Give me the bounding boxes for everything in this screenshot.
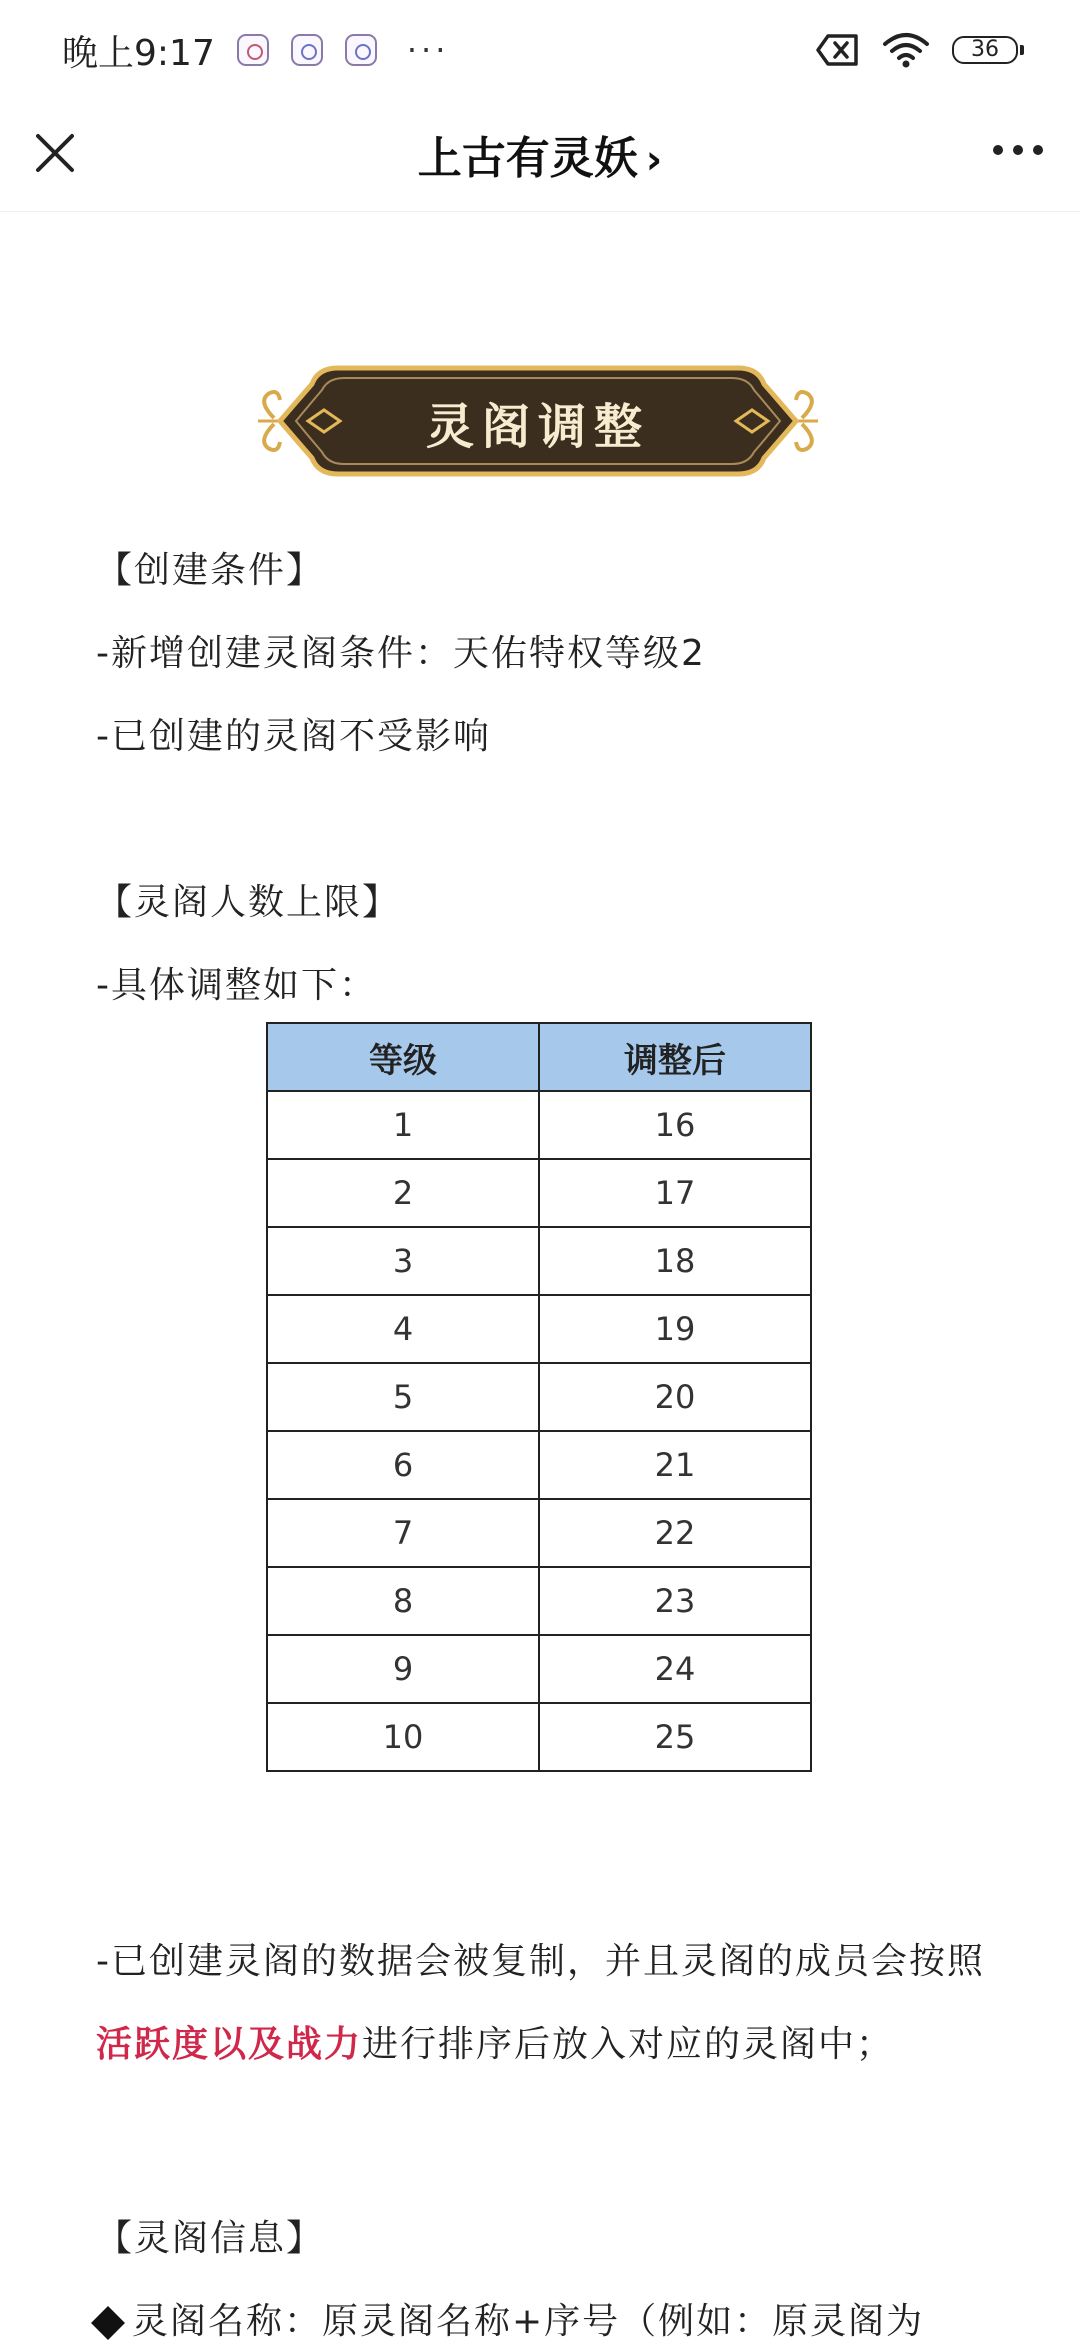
table-cell: 6 <box>267 1431 539 1499</box>
status-left <box>62 25 449 76</box>
table-row <box>267 1159 811 1227</box>
more-options-icon[interactable] <box>990 140 1046 160</box>
table-cell: 25 <box>539 1703 811 1771</box>
table-cell: 8 <box>267 1567 539 1635</box>
notification-app-icon <box>237 34 269 66</box>
table-cell: 1 <box>267 1091 539 1159</box>
table-cell: 18 <box>539 1227 811 1295</box>
table-cell: 4 <box>267 1295 539 1363</box>
table-row <box>267 1635 811 1703</box>
level-limit-table <box>266 1022 812 1772</box>
table-cell: 22 <box>539 1499 811 1567</box>
section-heading-member-limit: 【灵阁人数上限】 <box>96 882 401 923</box>
section-banner <box>248 358 828 484</box>
status-right <box>816 32 1018 68</box>
table-cell: 3 <box>267 1227 539 1295</box>
table-row <box>267 1363 811 1431</box>
title-bar <box>0 100 1080 212</box>
table-row <box>267 1499 811 1567</box>
banner-title: 灵阁调整 <box>425 399 650 455</box>
paragraph: -已创建的灵阁不受影响 <box>96 716 491 757</box>
status-bar <box>0 0 1080 100</box>
table-cell: 9 <box>267 1635 539 1703</box>
table-header-adjusted: 调整后 <box>539 1023 811 1091</box>
paragraph: -新增创建灵阁条件：天佑特权等级2 <box>96 633 706 674</box>
data-off-icon <box>816 33 860 67</box>
battery-icon: 36 <box>952 36 1018 64</box>
paragraph: -具体调整如下： <box>96 965 377 1006</box>
table-cell: 5 <box>267 1363 539 1431</box>
table-cell: 7 <box>267 1499 539 1567</box>
paragraph-text: 进行排序后放入对应的灵阁中； <box>362 2024 895 2065</box>
table-row <box>267 1227 811 1295</box>
table-cell: 10 <box>267 1703 539 1771</box>
paragraph <box>96 2293 924 2344</box>
table-row <box>267 1431 811 1499</box>
table-cell: 21 <box>539 1431 811 1499</box>
table-row <box>267 1295 811 1363</box>
more-notifications-icon: ··· <box>406 31 450 69</box>
table-cell: 19 <box>539 1295 811 1363</box>
table-cell: 23 <box>539 1567 811 1635</box>
page-title-text: 上古有灵妖 <box>417 133 638 184</box>
chevron-right-icon: › <box>645 137 663 183</box>
paragraph-text: -已创建灵阁的数据会被复制，并且灵阁的成员会按照 <box>96 1941 985 1982</box>
paragraph-text: 灵阁名称：原灵阁名称+序号（例如：原灵阁为 <box>132 2301 925 2342</box>
table-cell: 24 <box>539 1635 811 1703</box>
table-row <box>267 1703 811 1771</box>
highlight-text: 活跃度以及战力 <box>96 2024 363 2065</box>
status-time: 晚上9:17 <box>62 32 215 74</box>
diamond-bullet-icon <box>91 2306 125 2340</box>
table-cell: 17 <box>539 1159 811 1227</box>
wifi-icon <box>882 32 930 68</box>
notification-app-icon <box>291 34 323 66</box>
table-cell: 2 <box>267 1159 539 1227</box>
paragraph-copy-rule <box>96 1920 996 2086</box>
notification-app-icon <box>345 34 377 66</box>
section-heading-create-conditions: 【创建条件】 <box>96 550 325 591</box>
table-header-level: 等级 <box>267 1023 539 1091</box>
table-header-row <box>267 1023 811 1091</box>
table-row <box>267 1567 811 1635</box>
table-cell: 16 <box>539 1091 811 1159</box>
table-cell: 20 <box>539 1363 811 1431</box>
section-heading-info: 【灵阁信息】 <box>96 2218 325 2259</box>
table-row <box>267 1091 811 1159</box>
page-title[interactable] <box>0 122 1080 186</box>
